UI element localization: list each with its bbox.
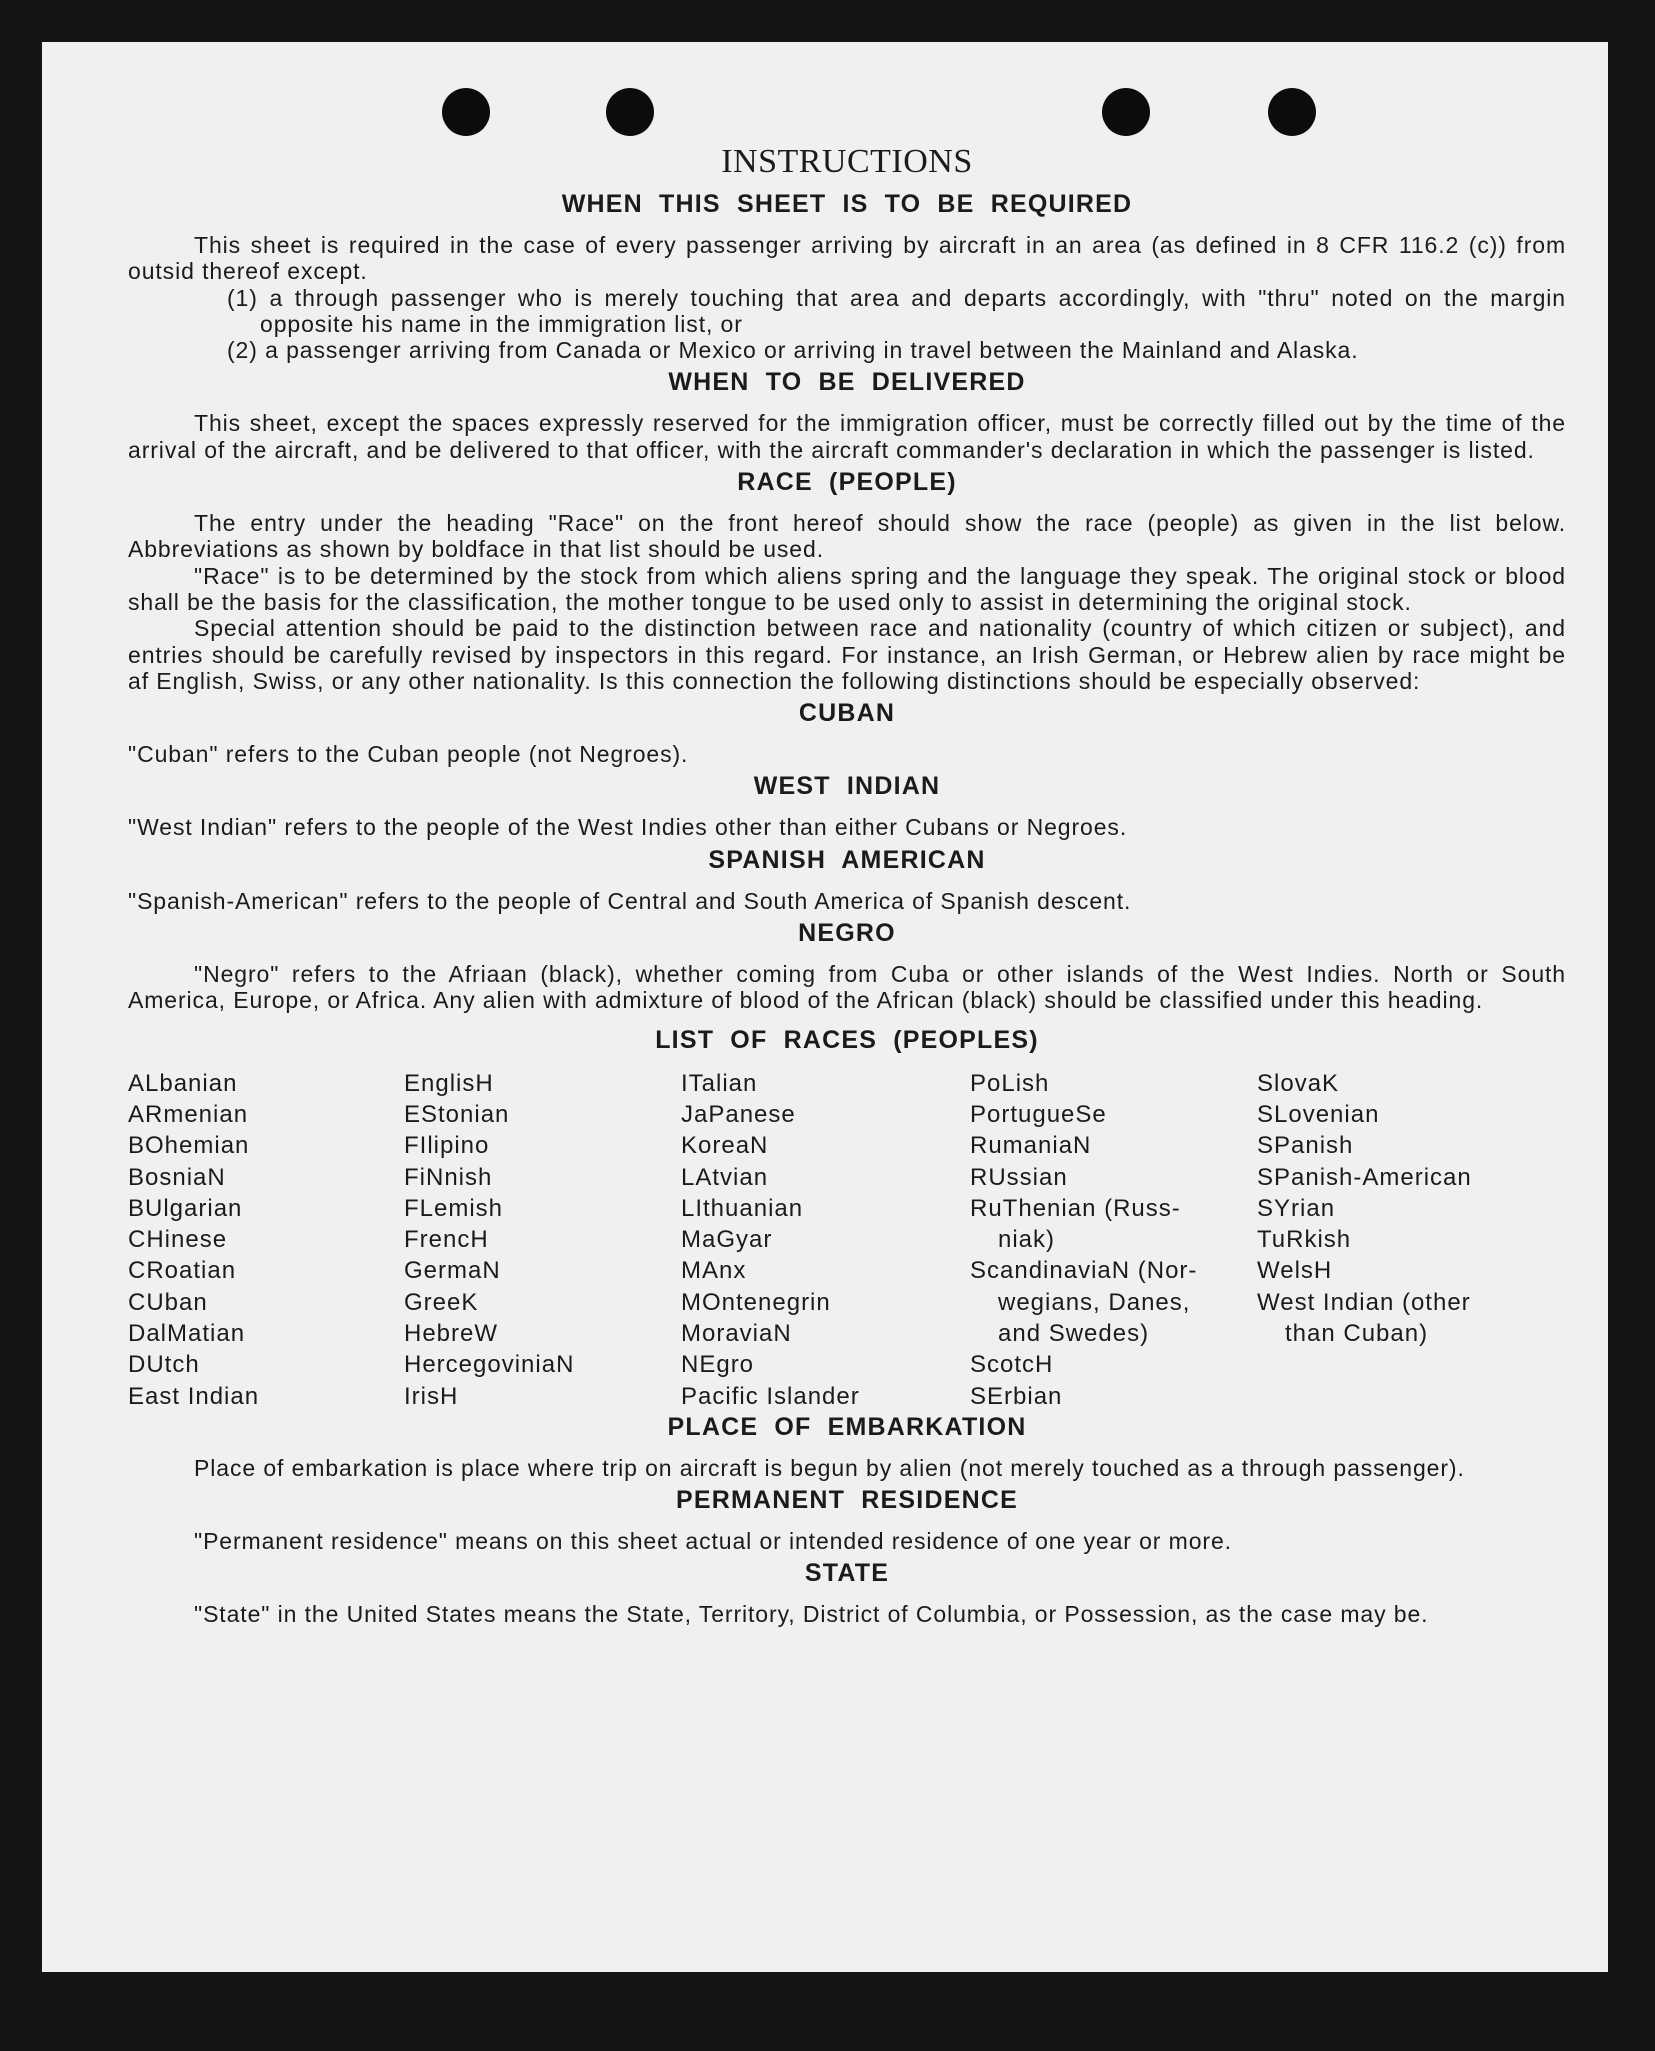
section-heading: WEST INDIAN: [753, 772, 941, 801]
race-entry: PortugueSe: [970, 1100, 1107, 1128]
section-heading: CUBAN: [798, 699, 896, 728]
page-title: INSTRUCTIONS: [721, 143, 973, 180]
race-entry: GermaN: [404, 1257, 501, 1285]
race-entry: MOntenegrin: [681, 1288, 831, 1316]
section-heading: PLACE OF EMBARKATION: [667, 1412, 1027, 1441]
section-heading: PERMANENT RESIDENCE: [676, 1485, 1018, 1514]
race-entry: EnglisH: [404, 1069, 494, 1097]
race-entry: CUban: [128, 1288, 208, 1316]
punch-hole: [606, 88, 654, 136]
paragraph: "State" in the United States means the State, Territory, District of Columbia, or Possession, as the case may be.: [194, 1601, 1429, 1628]
race-entry: RuThenian (Russ-: [970, 1194, 1181, 1222]
list-item: (1) a through passenger who is merely touching that area and departs accordingly, with "thru" noted on the margin opposite his name in the immigration list, or: [227, 284, 1566, 337]
races-column: [1257, 1068, 1472, 1350]
race-entry: RUssian: [970, 1163, 1068, 1191]
race-entry: FIlipino: [404, 1132, 490, 1160]
race-entry: GreeK: [404, 1288, 479, 1316]
race-entry: SPanish: [1257, 1132, 1354, 1160]
race-entry: EStonian: [404, 1100, 510, 1128]
race-entry: than Cuban): [1285, 1320, 1429, 1348]
races-table: [128, 1068, 1566, 1408]
races-heading: LIST OF RACES (PEOPLES): [655, 1025, 1039, 1054]
race-entry: FrencH: [404, 1226, 489, 1254]
race-entry: HercegoviniaN: [404, 1351, 575, 1379]
paragraph: The entry under the heading "Race" on the front hereof should show the race (people) as given in the list below. Abbreviations as shown by boldface in that list should be used.: [128, 510, 1566, 563]
paragraph: Place of embarkation is place where trip on aircraft is begun by alien (not merely touched as a through passenger).: [194, 1454, 1465, 1481]
race-entry: KoreaN: [681, 1132, 769, 1160]
race-entry: FiNnish: [404, 1163, 493, 1191]
race-entry: SYrian: [1257, 1194, 1336, 1222]
race-entry: BosniaN: [128, 1163, 226, 1191]
race-entry: West Indian (other: [1257, 1288, 1471, 1316]
section-heading: WHEN TO BE DELIVERED: [668, 368, 1026, 397]
paragraph: "Cuban" refers to the Cuban people (not Negroes).: [128, 741, 689, 768]
race-entry: East Indian: [128, 1382, 260, 1410]
race-entry: BOhemian: [128, 1132, 250, 1160]
paragraph: "Permanent residence" means on this sheet actual or intended residence of one year or more.: [194, 1527, 1232, 1554]
punch-hole: [442, 88, 490, 136]
races-column: [404, 1068, 574, 1412]
list-item: (2) a passenger arriving from Canada or Mexico or arriving in travel between the Mainland and Alaska.: [227, 337, 1359, 364]
race-entry: ScotcH: [970, 1351, 1054, 1379]
race-entry: DUtch: [128, 1351, 200, 1379]
races-column: [681, 1068, 860, 1412]
race-entry: WelsH: [1257, 1257, 1333, 1285]
race-entry: HebreW: [404, 1320, 499, 1348]
punch-hole: [1102, 88, 1150, 136]
race-entry: CRoatian: [128, 1257, 237, 1285]
race-entry: MAnx: [681, 1257, 747, 1285]
race-entry: JaPanese: [681, 1100, 796, 1128]
document-body: [128, 142, 1566, 1628]
race-entry: MaGyar: [681, 1226, 773, 1254]
race-entry: MoraviaN: [681, 1320, 792, 1348]
race-entry: FLemish: [404, 1194, 504, 1222]
race-entry: IrisH: [404, 1382, 459, 1410]
race-entry: SlovaK: [1257, 1069, 1340, 1097]
paragraph: This sheet is required in the case of every passenger arriving by aircraft in an area (as defined in 8 CFR 116.2 (c)) from outsid thereof except.: [128, 232, 1566, 285]
race-entry: NEgro: [681, 1351, 755, 1379]
race-entry: ScandinaviaN (Nor-: [970, 1257, 1198, 1285]
race-entry: ITalian: [681, 1069, 758, 1097]
races-column: [970, 1068, 1197, 1412]
races-column: [128, 1068, 259, 1412]
race-entry: DalMatian: [128, 1320, 246, 1348]
race-entry: ALbanian: [128, 1069, 238, 1097]
race-entry: and Swedes): [998, 1320, 1150, 1348]
paragraph: "Negro" refers to the Afriaan (black), whether coming from Cuba or other islands of the West Indies. North or South America, Europe, or Africa. Any alien with admixture of blood of the African (black) should be classified under this heading.: [128, 961, 1566, 1014]
race-entry: SPanish-American: [1257, 1163, 1472, 1191]
race-entry: Pacific Islander: [681, 1382, 860, 1410]
race-entry: niak): [998, 1226, 1056, 1254]
paragraph: "West Indian" refers to the people of the West Indies other than either Cubans or Negroes.: [128, 814, 1128, 841]
race-entry: RumaniaN: [970, 1132, 1092, 1160]
punch-hole: [1268, 88, 1316, 136]
paragraph: This sheet, except the spaces expressly reserved for the immigration officer, must be correctly filled out by the time of the arrival of the aircraft, and be delivered to that officer, with the aircraft commander's declaration in which the passenger is listed.: [128, 410, 1566, 463]
section-heading: SPANISH AMERICAN: [708, 845, 986, 874]
section-heading: NEGRO: [798, 919, 896, 948]
section-heading: RACE (PEOPLE): [737, 468, 957, 497]
paragraph: "Spanish-American" refers to the people of Central and South America of Spanish descent.: [128, 887, 1132, 914]
race-entry: ARmenian: [128, 1100, 249, 1128]
paragraph: "Race" is to be determined by the stock from which aliens spring and the language they speak. The original stock or blood shall be the basis for the classification, the mother tongue to be used only to assist in determining the original stock.: [128, 562, 1566, 615]
paragraph: Special attention should be paid to the distinction between race and nationality (country of which citizen or subject), and entries should be carefully revised by inspectors in this regard. For instance, an Irish German, or Hebrew alien by race might be af English, Swiss, or any other nationality. Is this connection the following distinctions should be especially observed:: [128, 615, 1566, 694]
race-entry: SErbian: [970, 1382, 1063, 1410]
race-entry: wegians, Danes,: [998, 1288, 1191, 1316]
race-entry: PoLish: [970, 1069, 1050, 1097]
section-heading: WHEN THIS SHEET IS TO BE REQUIRED: [561, 190, 1133, 218]
race-entry: SLovenian: [1257, 1100, 1380, 1128]
document-sheet: [42, 42, 1608, 1972]
race-entry: LIthuanian: [681, 1194, 804, 1222]
race-entry: TuRkish: [1257, 1226, 1352, 1254]
race-entry: LAtvian: [681, 1163, 769, 1191]
race-entry: CHinese: [128, 1226, 228, 1254]
race-entry: BUlgarian: [128, 1194, 243, 1222]
section-heading: STATE: [804, 1559, 890, 1588]
